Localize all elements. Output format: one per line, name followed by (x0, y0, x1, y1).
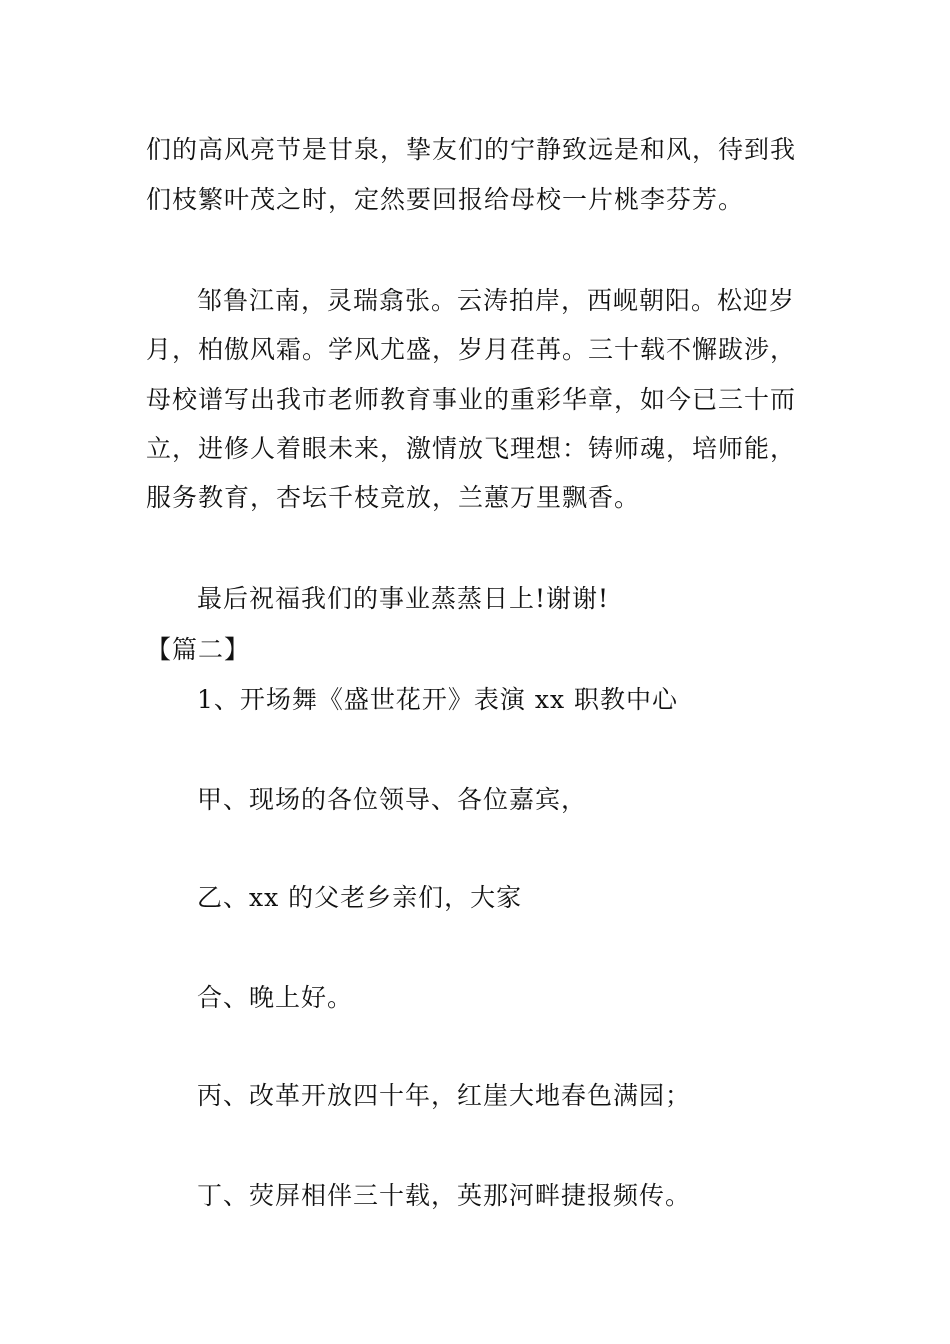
program-item-1: 1、开场舞《盛世花开》表演 xx 职教中心 (197, 685, 678, 714)
paragraph-2-line-2: 月，柏傲风霜。学风尤盛，岁月荏苒。三十载不懈跋涉， (146, 335, 797, 364)
paragraph-2-line-1: 邹鲁江南，灵瑞翕张。云涛拍岸，西岘朝阳。松迎岁 (197, 286, 796, 315)
paragraph-2-line-4: 立，进修人着眼未来，激情放飞理想：铸师魂，培师能， (146, 434, 797, 463)
paragraph-1-line-2: 们枝繁叶茂之时，定然要回报给母校一片桃李芬芳。 (146, 185, 745, 214)
program-item-6: 丁、荧屏相伴三十载，英那河畔捷报频传。 (197, 1181, 692, 1210)
paragraph-2-line-3: 母校谱写出我市老师教育事业的重彩华章，如今已三十而 (146, 385, 797, 414)
paragraph-1-line-1: 们的高风亮节是甘泉，挚友们的宁静致远是和风，待到我 (146, 135, 797, 164)
section-heading: 【篇二】 (146, 635, 251, 664)
program-item-5: 丙、改革开放四十年，红崖大地春色满园； (197, 1081, 692, 1110)
program-item-4: 合、晚上好。 (197, 983, 354, 1012)
program-item-3: 乙、xx 的父老乡亲们，大家 (197, 883, 523, 912)
paragraph-2-line-5: 服务教育，杏坛千枝竞放，兰蕙万里飘香。 (146, 483, 641, 512)
program-item-2: 甲、现场的各位领导、各位嘉宾， (197, 785, 588, 814)
paragraph-3: 最后祝福我们的事业蒸蒸日上!谢谢! (197, 584, 610, 613)
